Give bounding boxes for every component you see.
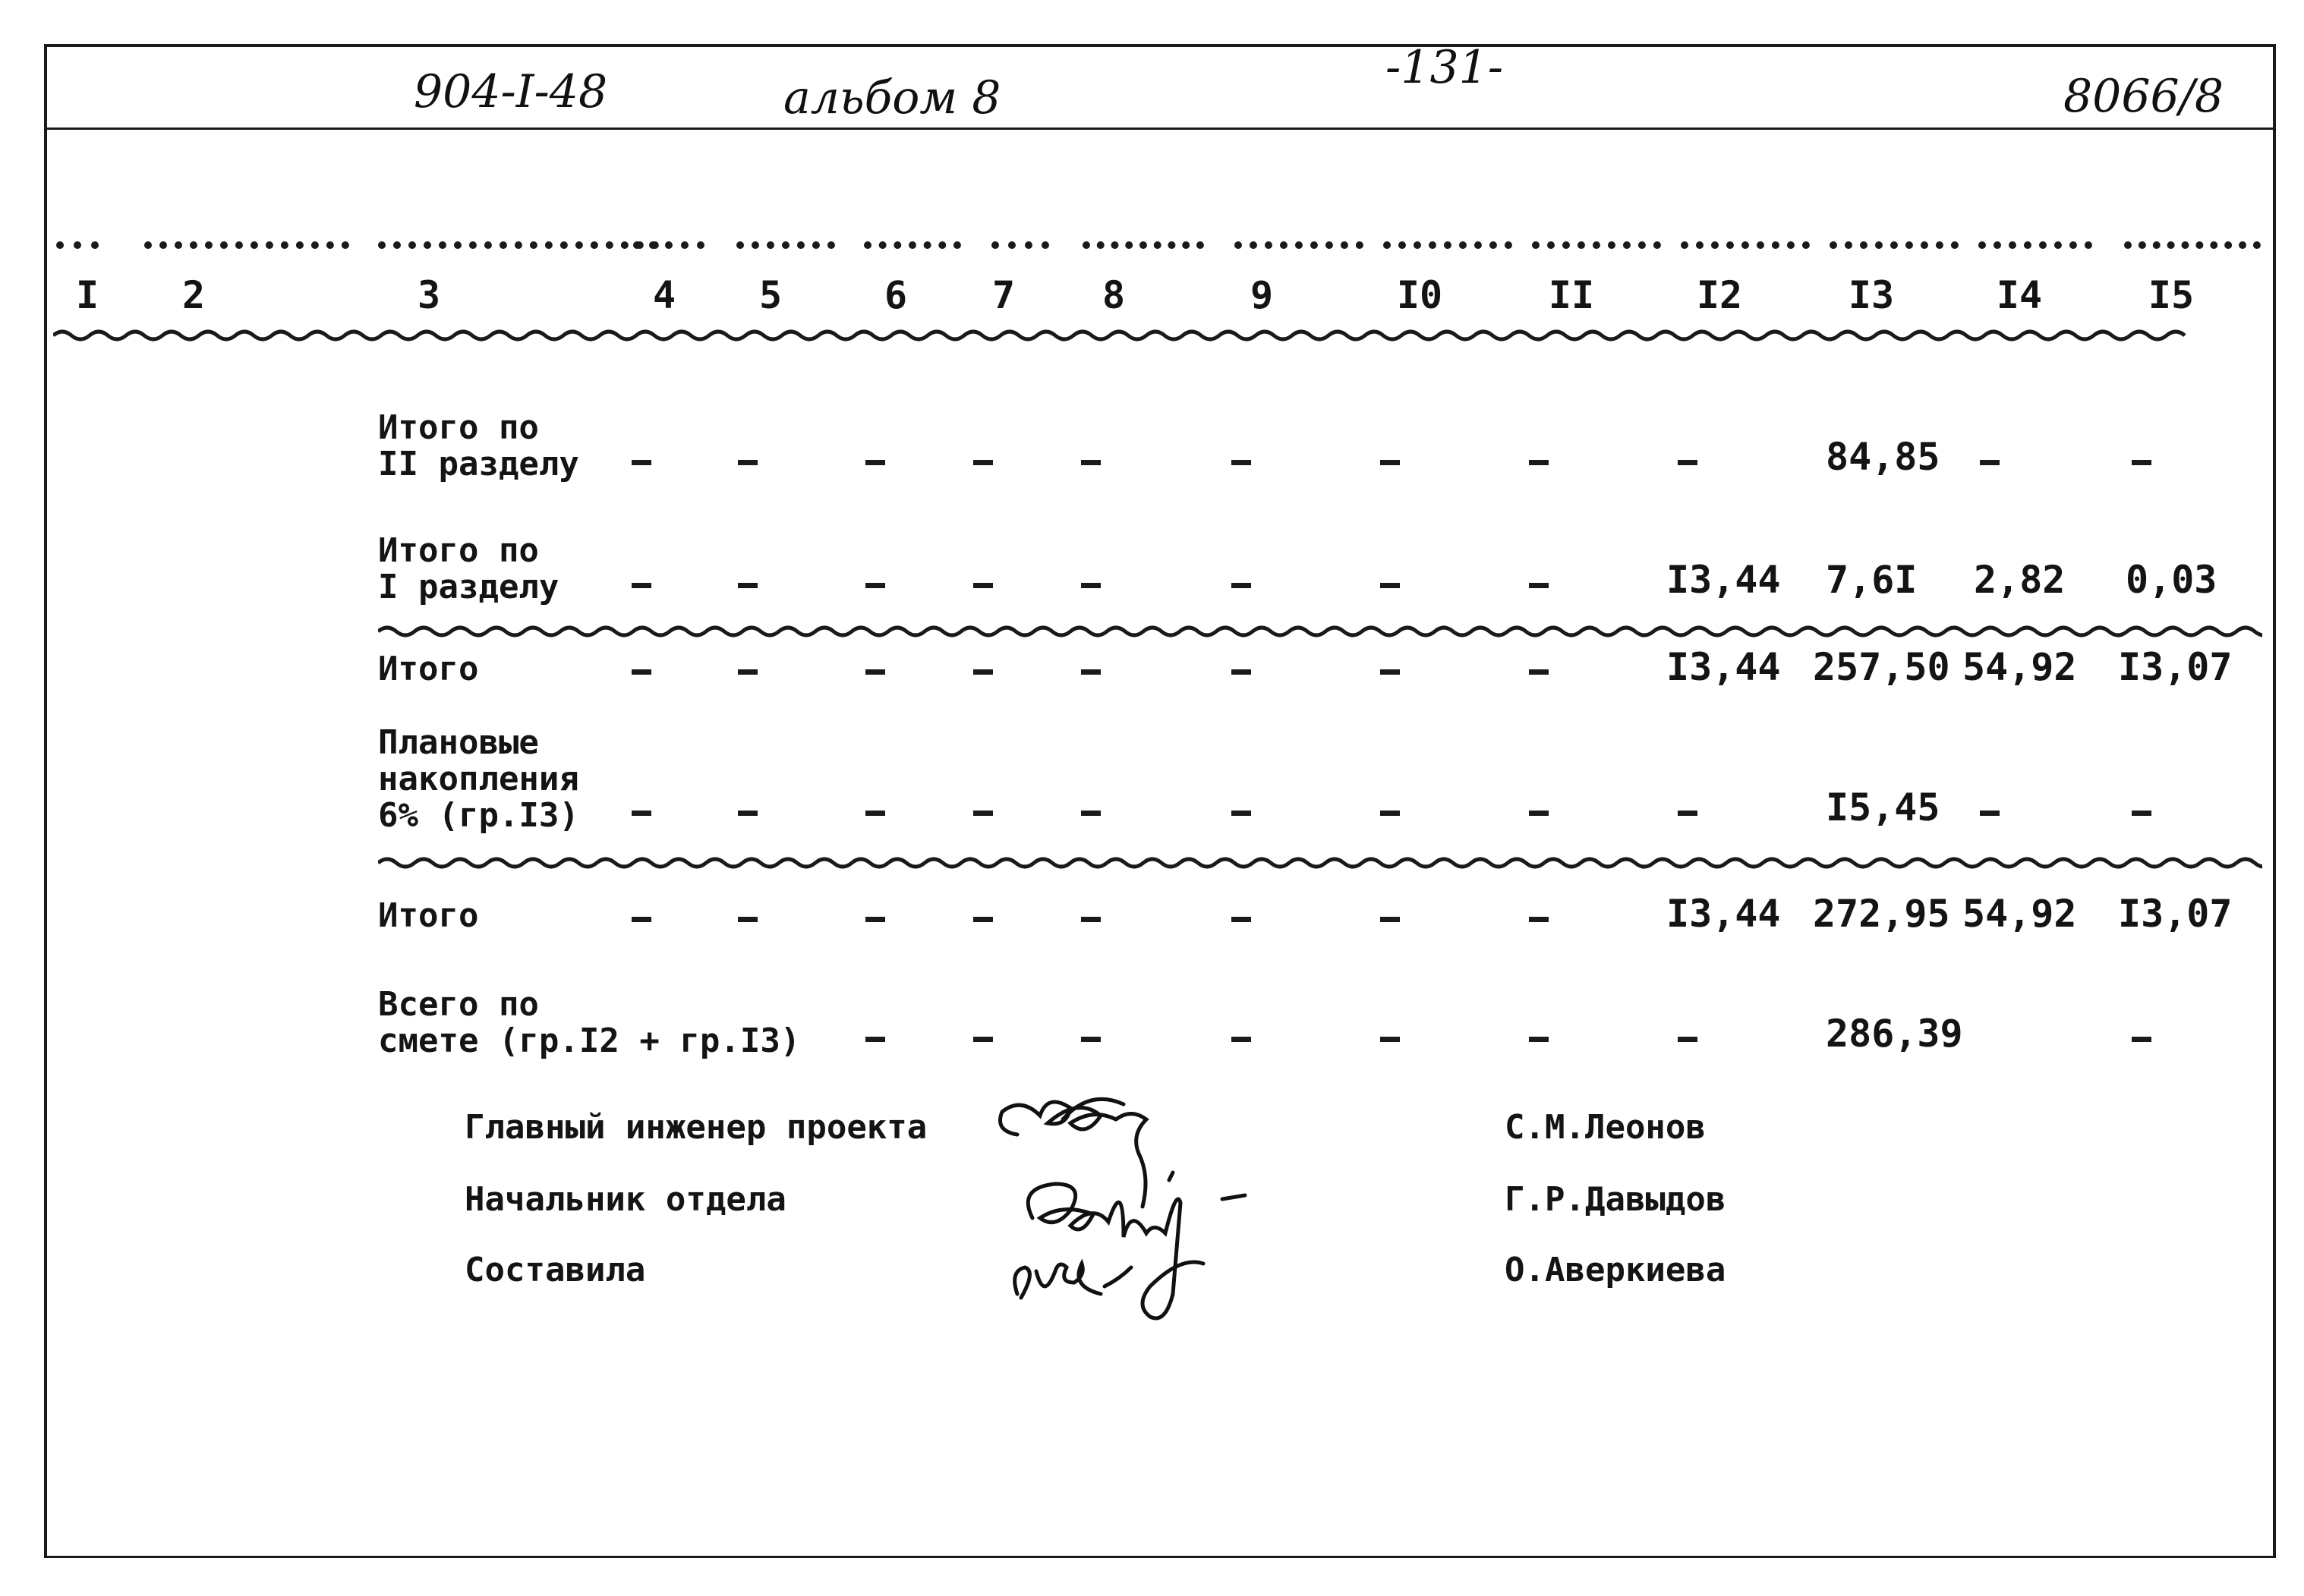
empty-cell-dash xyxy=(865,669,885,675)
empty-cell-dash xyxy=(865,460,885,465)
column-number: I2 xyxy=(1696,273,1743,317)
empty-cell-dash xyxy=(1081,583,1101,588)
empty-cell-dash xyxy=(1529,583,1549,588)
header-wavy-rule xyxy=(53,326,2262,345)
empty-cell-dash xyxy=(1380,1037,1400,1042)
empty-cell-dash xyxy=(1231,583,1251,588)
empty-cell-dash xyxy=(1980,460,2000,465)
table-cell: 257,50 xyxy=(1813,645,1950,689)
empty-cell-dash xyxy=(632,917,651,922)
table-cell: 2,82 xyxy=(1974,558,2066,602)
column-number: 3 xyxy=(417,273,441,317)
column-number: 6 xyxy=(884,273,908,317)
column-number: 5 xyxy=(758,273,783,317)
empty-cell-dash xyxy=(1081,1037,1101,1042)
empty-cell-dash xyxy=(738,669,758,675)
empty-cell-dash xyxy=(973,583,993,588)
empty-cell-dash xyxy=(1380,811,1400,816)
empty-cell-dash xyxy=(738,460,758,465)
empty-cell-dash xyxy=(973,460,993,465)
table-cell: 54,92 xyxy=(1962,645,2077,689)
empty-cell-dash xyxy=(1380,917,1400,922)
table-cell: I3,07 xyxy=(2118,645,2233,689)
signature-name: Г.Р.Давыдов xyxy=(1505,1180,1726,1219)
empty-cell-dash xyxy=(1529,460,1549,465)
column-number: 4 xyxy=(652,273,676,317)
handwritten-signatures xyxy=(972,1066,1366,1339)
project-code: 904-I-48 xyxy=(414,65,608,118)
table-cell: 54,92 xyxy=(1962,892,2077,936)
empty-cell-dash xyxy=(738,811,758,816)
album-label: альбом 8 xyxy=(783,71,1001,124)
row-label: Итого xyxy=(378,896,479,935)
empty-cell-dash xyxy=(1231,669,1251,675)
table-cell: 272,95 xyxy=(1813,892,1950,936)
empty-cell-dash xyxy=(1231,917,1251,922)
column-number: 8 xyxy=(1102,273,1126,317)
column-number: I4 xyxy=(1996,273,2043,317)
empty-cell-dash xyxy=(1678,460,1697,465)
row-label: Плановые накопления 6% (гр.I3) xyxy=(378,723,579,835)
empty-cell-dash xyxy=(1980,811,2000,816)
column-number: 7 xyxy=(991,273,1016,317)
row-label: Всего по смете (гр.I2 + гр.I3) xyxy=(378,985,801,1060)
table-cell: 0,03 xyxy=(2126,558,2217,602)
column-number: 9 xyxy=(1250,273,1274,317)
column-number: I3 xyxy=(1848,273,1895,317)
table-cell: I3,44 xyxy=(1666,558,1781,602)
column-number: I0 xyxy=(1396,273,1443,317)
table-cell: 7,6I xyxy=(1826,558,1918,602)
column-number: I5 xyxy=(2148,273,2195,317)
table-cell: I3,44 xyxy=(1666,892,1781,936)
empty-cell-dash xyxy=(1529,669,1549,675)
table-cell: I3,07 xyxy=(2118,892,2233,936)
table-cell: I3,44 xyxy=(1666,645,1781,689)
column-number: II xyxy=(1548,273,1595,317)
empty-cell-dash xyxy=(2132,1037,2151,1042)
empty-cell-dash xyxy=(1081,669,1101,675)
signature-name: О.Аверкиева xyxy=(1505,1251,1726,1289)
empty-cell-dash xyxy=(1231,460,1251,465)
empty-cell-dash xyxy=(632,669,651,675)
row-label: Итого xyxy=(378,650,479,688)
column-number: 2 xyxy=(181,273,206,317)
empty-cell-dash xyxy=(632,460,651,465)
empty-cell-dash xyxy=(1081,917,1101,922)
empty-cell-dash xyxy=(1231,811,1251,816)
row-label: Итого по I разделу xyxy=(378,531,559,606)
empty-cell-dash xyxy=(1081,460,1101,465)
empty-cell-dash xyxy=(1678,811,1697,816)
table-cell: I5,45 xyxy=(1826,785,1940,829)
signature-role: Начальник отдела xyxy=(465,1180,786,1219)
empty-cell-dash xyxy=(865,1037,885,1042)
empty-cell-dash xyxy=(1081,811,1101,816)
empty-cell-dash xyxy=(865,917,885,922)
empty-cell-dash xyxy=(2132,811,2151,816)
subtotal-wavy-rule xyxy=(378,622,2262,641)
empty-cell-dash xyxy=(973,811,993,816)
empty-cell-dash xyxy=(2132,460,2151,465)
table-cell: 84,85 xyxy=(1826,435,1940,479)
empty-cell-dash xyxy=(973,669,993,675)
document-number: 8066/8 xyxy=(2063,70,2224,123)
empty-cell-dash xyxy=(1529,811,1549,816)
signature-role: Составила xyxy=(465,1251,646,1289)
empty-cell-dash xyxy=(1529,917,1549,922)
signature-name: С.М.Леонов xyxy=(1505,1108,1706,1147)
empty-cell-dash xyxy=(738,583,758,588)
empty-cell-dash xyxy=(1231,1037,1251,1042)
empty-cell-dash xyxy=(632,583,651,588)
row-label: Итого по II разделу xyxy=(378,408,579,483)
empty-cell-dash xyxy=(1678,1037,1697,1042)
empty-cell-dash xyxy=(865,811,885,816)
empty-cell-dash xyxy=(1529,1037,1549,1042)
empty-cell-dash xyxy=(632,811,651,816)
total-wavy-rule xyxy=(378,854,2262,872)
empty-cell-dash xyxy=(973,917,993,922)
empty-cell-dash xyxy=(973,1037,993,1042)
table-cell: 286,39 xyxy=(1826,1012,1963,1056)
header-separator xyxy=(44,127,2276,130)
empty-cell-dash xyxy=(1380,583,1400,588)
empty-cell-dash xyxy=(738,917,758,922)
empty-cell-dash xyxy=(1380,669,1400,675)
column-number: I xyxy=(75,273,99,317)
page-number: -131- xyxy=(1385,41,1504,94)
empty-cell-dash xyxy=(1380,460,1400,465)
signature-role: Главный инженер проекта xyxy=(465,1108,928,1147)
empty-cell-dash xyxy=(865,583,885,588)
